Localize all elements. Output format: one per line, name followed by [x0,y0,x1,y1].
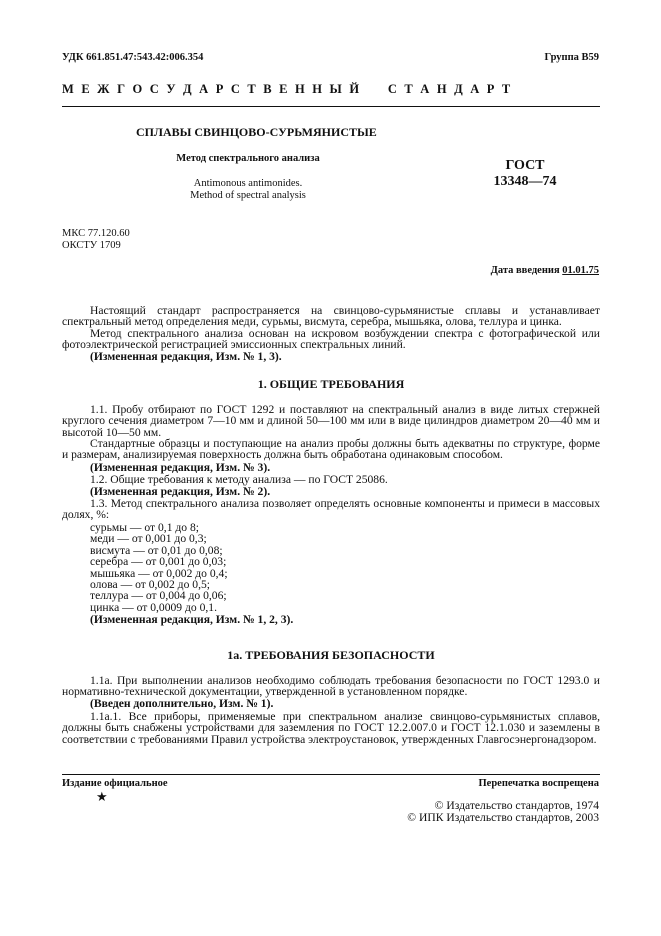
gost-number: 13348—74 [493,174,557,189]
section-1-heading: 1. ОБЩИЕ ТРЕБОВАНИЯ [257,377,405,391]
section-1-1: 1.1. Пробу отбирают по ГОСТ 1292 и поставляют на спектральный анализ в виде литых стержней круглого сечения диаметром 7—10 мм и длиной 50—100 мм или в виде цилиндров диаметром 20—40 мм и высотой 10—50 мм. [62,403,600,439]
group-code: Группа В59 [544,52,599,63]
gost-label: ГОСТ [505,158,545,173]
okstu-code: ОКСТУ 1709 [62,240,121,251]
intro-date-label: Дата введения [490,265,560,276]
section-1-note-1: (Измененная редакция, Изм. № 3). [90,461,271,474]
english-title-2: Method of spectral analysis [190,190,306,201]
standard-banner: М Е Ж Г О С У Д А Р С Т В Е Н Н Ы Й С Т А Н Д А Р Т [62,82,513,96]
header-rule [62,106,600,107]
udk-code: УДК 661.851.47:543.42:006.354 [62,52,204,63]
intro-note: (Измененная редакция, Изм. № 1, 3). [90,350,282,363]
footer-rule [62,774,600,775]
section-1-3: 1.3. Метод спектрального анализа позволяет определять основные компоненты и примеси в массовых долях, %: [62,497,600,522]
intro-date [491,265,599,276]
section-1a-note: (Введен дополнительно, Изм. № 1). [90,697,274,710]
mass-fraction-list [90,522,228,613]
intro-paragraph-1: Настоящий стандарт распространяется на свинцово-сурьмянистые сплавы и устанавливает спектральный метод определения меди, сурьмы, висмута, серебра, мышьяка, олова, теллура и цинка. [62,304,600,329]
section-1-note-2: (Измененная редакция, Изм. № 2). [90,485,271,498]
list-item: теллура — от 0,004 до 0,06; [90,589,227,603]
list-item: олова — от 0,002 до 0,5; [90,578,210,592]
list-item: сурьмы — от 0,1 до 8; [90,521,200,534]
list-item: мышьяка — от 0,002 до 0,4; [90,566,228,580]
list-item: цинка — от 0,0009 до 0,1. [90,600,217,614]
list-item: висмута — от 0,01 до 0,08; [90,543,223,557]
intro-paragraph-2: Метод спектрального анализа основан на искровом возбуждении спектра с фотографической или фотоэлектрической регистрацией эмиссионных спектральных линий. [62,327,600,352]
section-1a-1: 1.1а. При выполнении анализов необходимо соблюдать требования безопасности по ГОСТ 1293.0 и нормативно-технической документации, утвержденной в установленном порядке. [62,674,600,699]
official-edition: Издание официальное [62,778,168,789]
english-title-1: Antimonous antimonides. [193,178,303,189]
section-1-2: 1.2. Общие требования к методу анализа — по ГОСТ 25086. [90,473,388,486]
copyright-1974: © Издательство стандартов, 1974 [434,799,599,812]
copyright-2003: © ИПК Издательство стандартов, 2003 [407,811,599,824]
list-item: серебра — от 0,001 до 0,03; [90,555,227,569]
star-mark: ★ [96,789,108,804]
section-1a-1-1: 1.1а.1. Все приборы, применяемые при спектральном анализе свинцово-сурьмянистых сплавов, должны быть снабжены устройствами для заземления по ГОСТ 12.2.007.0 и ГОСТ 12.1.030 и заземлены в соответствии с требованиями Правил устройства электроустановок, утвержденных Главгосэнергонадзором. [62,710,600,746]
section-1-note-3: (Измененная редакция, Изм. № 1, 2, 3). [90,613,294,626]
list-item: меди — от 0,001 до 0,3; [90,532,207,546]
reprint-notice: Перепечатка воспрещена [478,778,599,789]
section-1-1-continued: Стандартные образцы и поступающие на анализ пробы должны быть адекватны по структуре, форме и размерам, анализируемая поверхность должна быть обработана одинаковым способом. [62,437,600,462]
intro-date-value: 01.01.75 [562,265,599,276]
mks-code: МКС 77.120.60 [62,228,130,239]
document-title: СПЛАВЫ СВИНЦОВО-СУРЬМЯНИСТЫЕ [136,125,377,139]
section-1a-heading: 1а. ТРЕБОВАНИЯ БЕЗОПАСНОСТИ [227,648,435,662]
document-subtitle: Метод спектрального анализа [176,153,320,164]
